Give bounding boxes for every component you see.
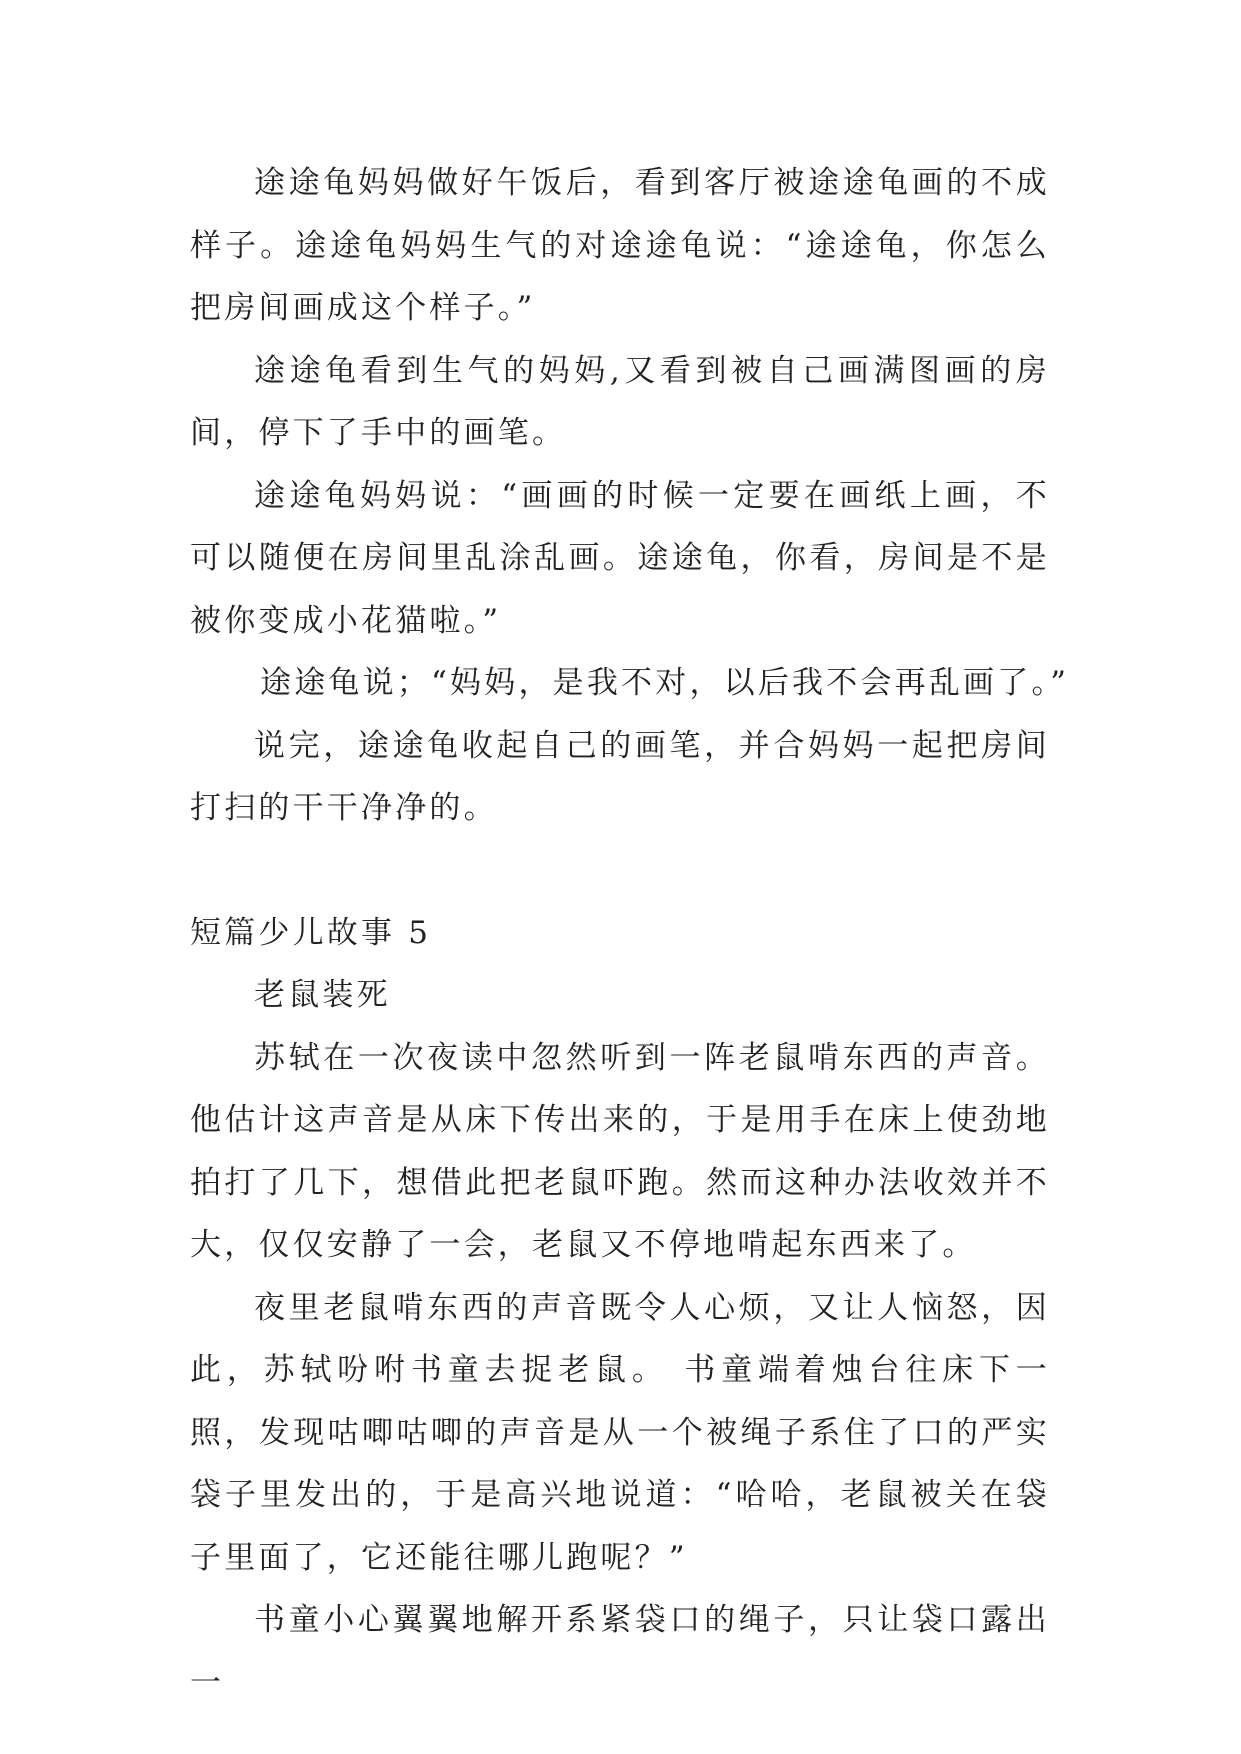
story-paragraph: 途途龟妈妈说：“画画的时候一定要在画纸上画，不可以随便在房间里乱涂乱画。途途龟，你看，房间是不是被你变成小花猫啦。” xyxy=(190,477,1050,639)
story-paragraph: 书童小心翼翼地解开系紧袋口的绳子，只让袋口露出一 xyxy=(190,1602,1050,1701)
story-paragraph: 途途龟妈妈做好午饭后，看到客厅被途途龟画的不成样子。途途龟妈妈生气的对途途龟说：“途途龟，你怎么把房间画成这个样子。” xyxy=(190,165,1050,326)
story-paragraph: 途途龟说；“妈妈，是我不对，以后我不会再乱画了。” xyxy=(260,665,1070,701)
story-paragraph: 说完，途途龟收起自己的画笔，并合妈妈一起把房间打扫的干干净净的。 xyxy=(190,727,1050,826)
story-paragraph: 苏轼在一次夜读中忽然听到一阵老鼠啃东西的声音。他估计这声音是从床下传出来的，于是用手在床上使劲地拍打了几下，想借此把老鼠吓跑。然而这种办法收效并不大，仅仅安静了一会，老鼠又不停地啃起东西来了。 xyxy=(190,1039,1050,1263)
story-paragraph: 途途龟看到生气的妈妈,又看到被自己画满图画的房间，停下了手中的画笔。 xyxy=(190,352,1050,451)
story-title: 老鼠装死 xyxy=(254,977,391,1013)
section-gap xyxy=(190,840,1050,902)
section-heading: 短篇少儿故事 5 xyxy=(190,914,432,951)
document-body xyxy=(190,152,1070,1714)
story-paragraph: 夜里老鼠啃东西的声音既令人心烦，又让人恼怒，因此，苏轼吩咐书童去捉老鼠。 书童端着烛台往床下一照，发现咕唧咕唧的声音是从一个被绳子系住了口的严实袋子里发出的，于是高兴地说道：“哈哈，老鼠被关在袋子里面了，它还能往哪儿跑呢？” xyxy=(190,1289,1050,1576)
